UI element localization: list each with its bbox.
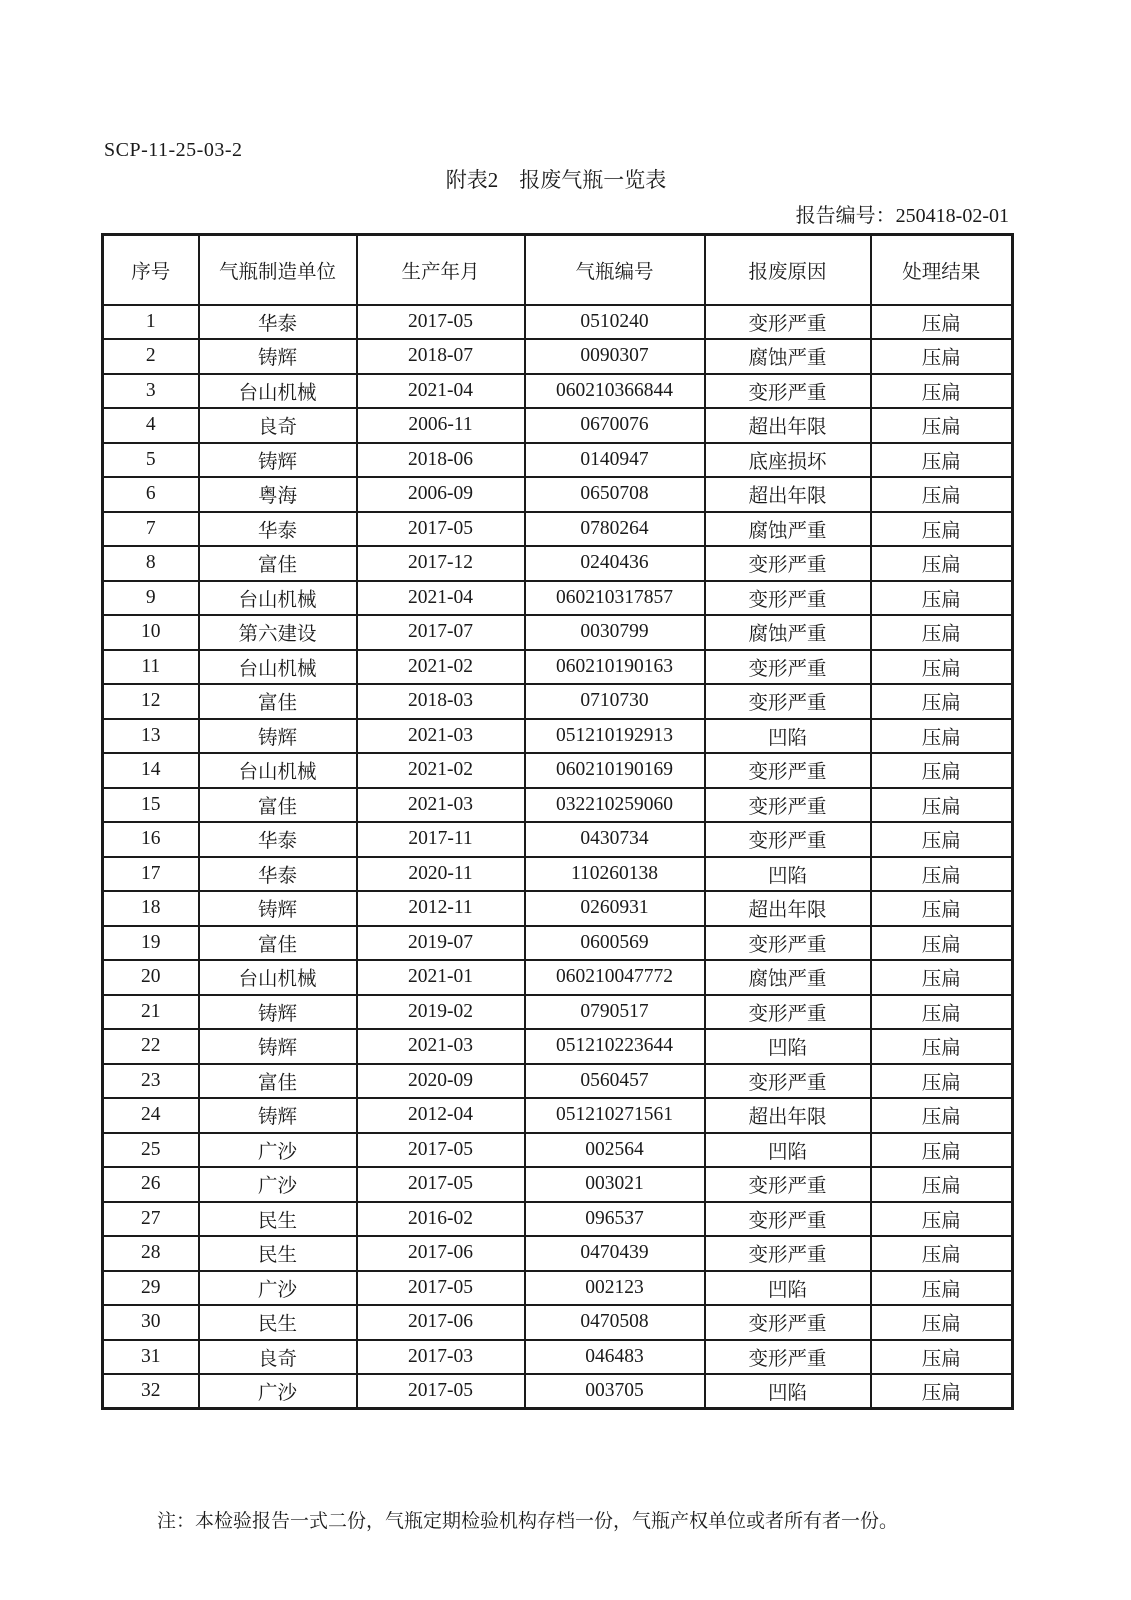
table-cell: 2017-05 [357,1271,525,1306]
table-cell: 096537 [525,1202,705,1237]
table-cell: 凹陷 [705,1374,871,1409]
table-cell: 变形严重 [705,753,871,788]
table-cell: 060210190169 [525,753,705,788]
table-cell: 压扁 [871,857,1013,892]
table-cell: 19 [103,926,199,961]
table-cell: 051210192913 [525,719,705,754]
table-cell: 压扁 [871,891,1013,926]
table-cell: 压扁 [871,960,1013,995]
table-row [103,615,1013,650]
table-cell: 压扁 [871,1374,1013,1409]
table-cell: 民生 [199,1236,357,1271]
table-cell: 11 [103,650,199,685]
table-cell: 压扁 [871,339,1013,374]
table-cell: 台山机械 [199,650,357,685]
table-cell: 压扁 [871,305,1013,340]
table-cell: 富佳 [199,546,357,581]
table-cell: 压扁 [871,1029,1013,1064]
table-cell: 压扁 [871,1064,1013,1099]
table-header-row [103,235,1013,305]
report-number-value: 250418-02-01 [895,205,1009,227]
table-cell: 23 [103,1064,199,1099]
table-cell: 046483 [525,1340,705,1375]
table-cell: 0470508 [525,1305,705,1340]
column-header-1: 气瓶制造单位 [199,235,357,305]
table-cell: 003705 [525,1374,705,1409]
table-cell: 060210190163 [525,650,705,685]
table-cell: 凹陷 [705,1133,871,1168]
table-cell: 压扁 [871,581,1013,616]
table-row [103,477,1013,512]
table-cell: 0670076 [525,408,705,443]
table-cell: 2017-05 [357,1133,525,1168]
table-cell: 0510240 [525,305,705,340]
table-cell: 压扁 [871,1098,1013,1133]
table-cell: 压扁 [871,926,1013,961]
footer-note: 注：本检验报告一式二份，气瓶定期检验机构存档一份，气瓶产权单位或者所有者一份。 [157,1511,899,1532]
table-row [103,960,1013,995]
table-cell: 变形严重 [705,788,871,823]
table-cell: 2016-02 [357,1202,525,1237]
table-cell: 2006-09 [357,477,525,512]
table-cell: 广沙 [199,1374,357,1409]
table-cell: 2018-07 [357,339,525,374]
table-cell: 0650708 [525,477,705,512]
table-row [103,581,1013,616]
table-cell: 2021-02 [357,650,525,685]
table-cell: 051210223644 [525,1029,705,1064]
column-header-4: 报废原因 [705,235,871,305]
table-cell: 压扁 [871,788,1013,823]
table-cell: 压扁 [871,443,1013,478]
table-cell: 超出年限 [705,891,871,926]
table-cell: 变形严重 [705,546,871,581]
table-cell: 060210317857 [525,581,705,616]
table-row [103,374,1013,409]
table-cell: 铸辉 [199,1098,357,1133]
table-cell: 2017-06 [357,1236,525,1271]
table-cell: 0790517 [525,995,705,1030]
table-row [103,1340,1013,1375]
table-cell: 0780264 [525,512,705,547]
table-cell: 0030799 [525,615,705,650]
table-cell: 压扁 [871,719,1013,754]
table-cell: 压扁 [871,512,1013,547]
doc-code: SCP-11-25-03-2 [104,139,243,161]
table-cell: 压扁 [871,477,1013,512]
table-cell: 腐蚀严重 [705,339,871,374]
table-cell: 1 [103,305,199,340]
table-row [103,1305,1013,1340]
table-cell: 民生 [199,1305,357,1340]
table-cell: 29 [103,1271,199,1306]
table-cell: 变形严重 [705,1202,871,1237]
table-cell: 超出年限 [705,477,871,512]
table-cell: 2021-04 [357,581,525,616]
table-cell: 24 [103,1098,199,1133]
table-cell: 变形严重 [705,650,871,685]
table-row [103,1374,1013,1409]
table-row [103,408,1013,443]
table-cell: 2018-06 [357,443,525,478]
table-row [103,546,1013,581]
table-cell: 压扁 [871,408,1013,443]
table-cell: 12 [103,684,199,719]
table-cell: 2006-11 [357,408,525,443]
table-cell: 2021-03 [357,788,525,823]
table-cell: 压扁 [871,1271,1013,1306]
table-cell: 060210366844 [525,374,705,409]
table-row [103,305,1013,340]
table-cell: 25 [103,1133,199,1168]
table-cell: 变形严重 [705,822,871,857]
table-cell: 台山机械 [199,753,357,788]
table-cell: 2 [103,339,199,374]
table-cell: 压扁 [871,1133,1013,1168]
table-cell: 华泰 [199,305,357,340]
table-cell: 32 [103,1374,199,1409]
table-cell: 广沙 [199,1133,357,1168]
table-cell: 变形严重 [705,1340,871,1375]
table-cell: 2020-11 [357,857,525,892]
table-row [103,926,1013,961]
table-row [103,1133,1013,1168]
table-cell: 超出年限 [705,408,871,443]
table-row [103,891,1013,926]
table-cell: 广沙 [199,1167,357,1202]
table-cell: 7 [103,512,199,547]
table-cell: 凹陷 [705,1271,871,1306]
table-cell: 压扁 [871,546,1013,581]
table-cell: 27 [103,1202,199,1237]
table-cell: 15 [103,788,199,823]
table-cell: 压扁 [871,995,1013,1030]
table-cell: 铸辉 [199,339,357,374]
table-row [103,1098,1013,1133]
table-row [103,857,1013,892]
table-cell: 30 [103,1305,199,1340]
table-cell: 110260138 [525,857,705,892]
table-cell: 2017-06 [357,1305,525,1340]
table-cell: 2012-11 [357,891,525,926]
table-cell: 凹陷 [705,857,871,892]
column-header-0: 序号 [103,235,199,305]
table-cell: 051210271561 [525,1098,705,1133]
table-cell: 凹陷 [705,1029,871,1064]
table-cell: 002564 [525,1133,705,1168]
table-cell: 2017-05 [357,512,525,547]
table-cell: 003021 [525,1167,705,1202]
table-cell: 变形严重 [705,1236,871,1271]
table-row [103,443,1013,478]
table-cell: 2017-05 [357,1374,525,1409]
table-cell: 002123 [525,1271,705,1306]
table-cell: 0240436 [525,546,705,581]
table-cell: 凹陷 [705,719,871,754]
table-cell: 富佳 [199,1064,357,1099]
table-cell: 0470439 [525,1236,705,1271]
table-cell: 富佳 [199,684,357,719]
table-row [103,1271,1013,1306]
scrapped-cylinder-table [101,233,1014,1410]
table-cell: 第六建设 [199,615,357,650]
table-cell: 压扁 [871,822,1013,857]
table-cell: 2021-02 [357,753,525,788]
table-cell: 压扁 [871,1305,1013,1340]
table-cell: 2017-12 [357,546,525,581]
table-cell: 4 [103,408,199,443]
table-row [103,650,1013,685]
table-cell: 铸辉 [199,443,357,478]
table-cell: 变形严重 [705,1167,871,1202]
table-cell: 变形严重 [705,1305,871,1340]
table-row [103,995,1013,1030]
table-row [103,1064,1013,1099]
table-cell: 压扁 [871,1236,1013,1271]
table-cell: 变形严重 [705,374,871,409]
table-cell: 17 [103,857,199,892]
table-cell: 0600569 [525,926,705,961]
table-cell: 民生 [199,1202,357,1237]
table-cell: 超出年限 [705,1098,871,1133]
table-cell: 16 [103,822,199,857]
table-cell: 2018-03 [357,684,525,719]
table-cell: 3 [103,374,199,409]
table-cell: 2012-04 [357,1098,525,1133]
table-cell: 压扁 [871,753,1013,788]
table-cell: 富佳 [199,788,357,823]
table-cell: 台山机械 [199,581,357,616]
table-cell: 2021-04 [357,374,525,409]
table-cell: 底座损坏 [705,443,871,478]
table-cell: 2017-11 [357,822,525,857]
table-cell: 压扁 [871,1340,1013,1375]
table-cell: 腐蚀严重 [705,512,871,547]
table-cell: 26 [103,1167,199,1202]
table-cell: 铸辉 [199,719,357,754]
table-cell: 0260931 [525,891,705,926]
table-row [103,1167,1013,1202]
table-cell: 14 [103,753,199,788]
table-cell: 28 [103,1236,199,1271]
table-cell: 18 [103,891,199,926]
table-cell: 0090307 [525,339,705,374]
table-cell: 2019-07 [357,926,525,961]
report-number-label: 报告编号： [795,205,896,227]
table-cell: 变形严重 [705,684,871,719]
table-row [103,753,1013,788]
column-header-2: 生产年月 [357,235,525,305]
table-row [103,1029,1013,1064]
table-cell: 9 [103,581,199,616]
table-cell: 5 [103,443,199,478]
table-cell: 0560457 [525,1064,705,1099]
table-cell: 2021-03 [357,719,525,754]
table-cell: 2017-05 [357,305,525,340]
table-row [103,1202,1013,1237]
table-cell: 10 [103,615,199,650]
table-cell: 2017-07 [357,615,525,650]
table-cell: 腐蚀严重 [705,615,871,650]
table-cell: 22 [103,1029,199,1064]
table-cell: 变形严重 [705,305,871,340]
table-row [103,1236,1013,1271]
table-cell: 032210259060 [525,788,705,823]
table-row [103,339,1013,374]
table-cell: 压扁 [871,1167,1013,1202]
column-header-3: 气瓶编号 [525,235,705,305]
table-cell: 31 [103,1340,199,1375]
report-number-line [101,199,1009,228]
table-cell: 8 [103,546,199,581]
table-cell: 富佳 [199,926,357,961]
table-cell: 13 [103,719,199,754]
table-cell: 变形严重 [705,581,871,616]
table-cell: 良奇 [199,408,357,443]
table-cell: 变形严重 [705,1064,871,1099]
table-cell: 压扁 [871,615,1013,650]
table-cell: 华泰 [199,822,357,857]
table-row [103,822,1013,857]
table-cell: 2017-05 [357,1167,525,1202]
table-cell: 华泰 [199,857,357,892]
table-cell: 20 [103,960,199,995]
table-cell: 2020-09 [357,1064,525,1099]
table-cell: 铸辉 [199,995,357,1030]
table-cell: 压扁 [871,684,1013,719]
table-cell: 2017-03 [357,1340,525,1375]
table-cell: 台山机械 [199,374,357,409]
table-cell: 压扁 [871,1202,1013,1237]
table-cell: 2019-02 [357,995,525,1030]
table-cell: 0430734 [525,822,705,857]
table-cell: 铸辉 [199,891,357,926]
table-cell: 压扁 [871,650,1013,685]
page-title: 附表2 报废气瓶一览表 [445,168,667,192]
table-row [103,684,1013,719]
table-cell: 0710730 [525,684,705,719]
table-row [103,512,1013,547]
table-cell: 良奇 [199,1340,357,1375]
table-cell: 变形严重 [705,926,871,961]
table-cell: 华泰 [199,512,357,547]
table-row [103,719,1013,754]
table-cell: 2021-01 [357,960,525,995]
table-cell: 21 [103,995,199,1030]
table-cell: 台山机械 [199,960,357,995]
table-cell: 广沙 [199,1271,357,1306]
table-cell: 0140947 [525,443,705,478]
table-cell: 铸辉 [199,1029,357,1064]
table-cell: 060210047772 [525,960,705,995]
table-row [103,788,1013,823]
column-header-5: 处理结果 [871,235,1013,305]
table-cell: 压扁 [871,374,1013,409]
table-cell: 粤海 [199,477,357,512]
table-cell: 变形严重 [705,995,871,1030]
table-cell: 2021-03 [357,1029,525,1064]
table-cell: 腐蚀严重 [705,960,871,995]
table-cell: 6 [103,477,199,512]
